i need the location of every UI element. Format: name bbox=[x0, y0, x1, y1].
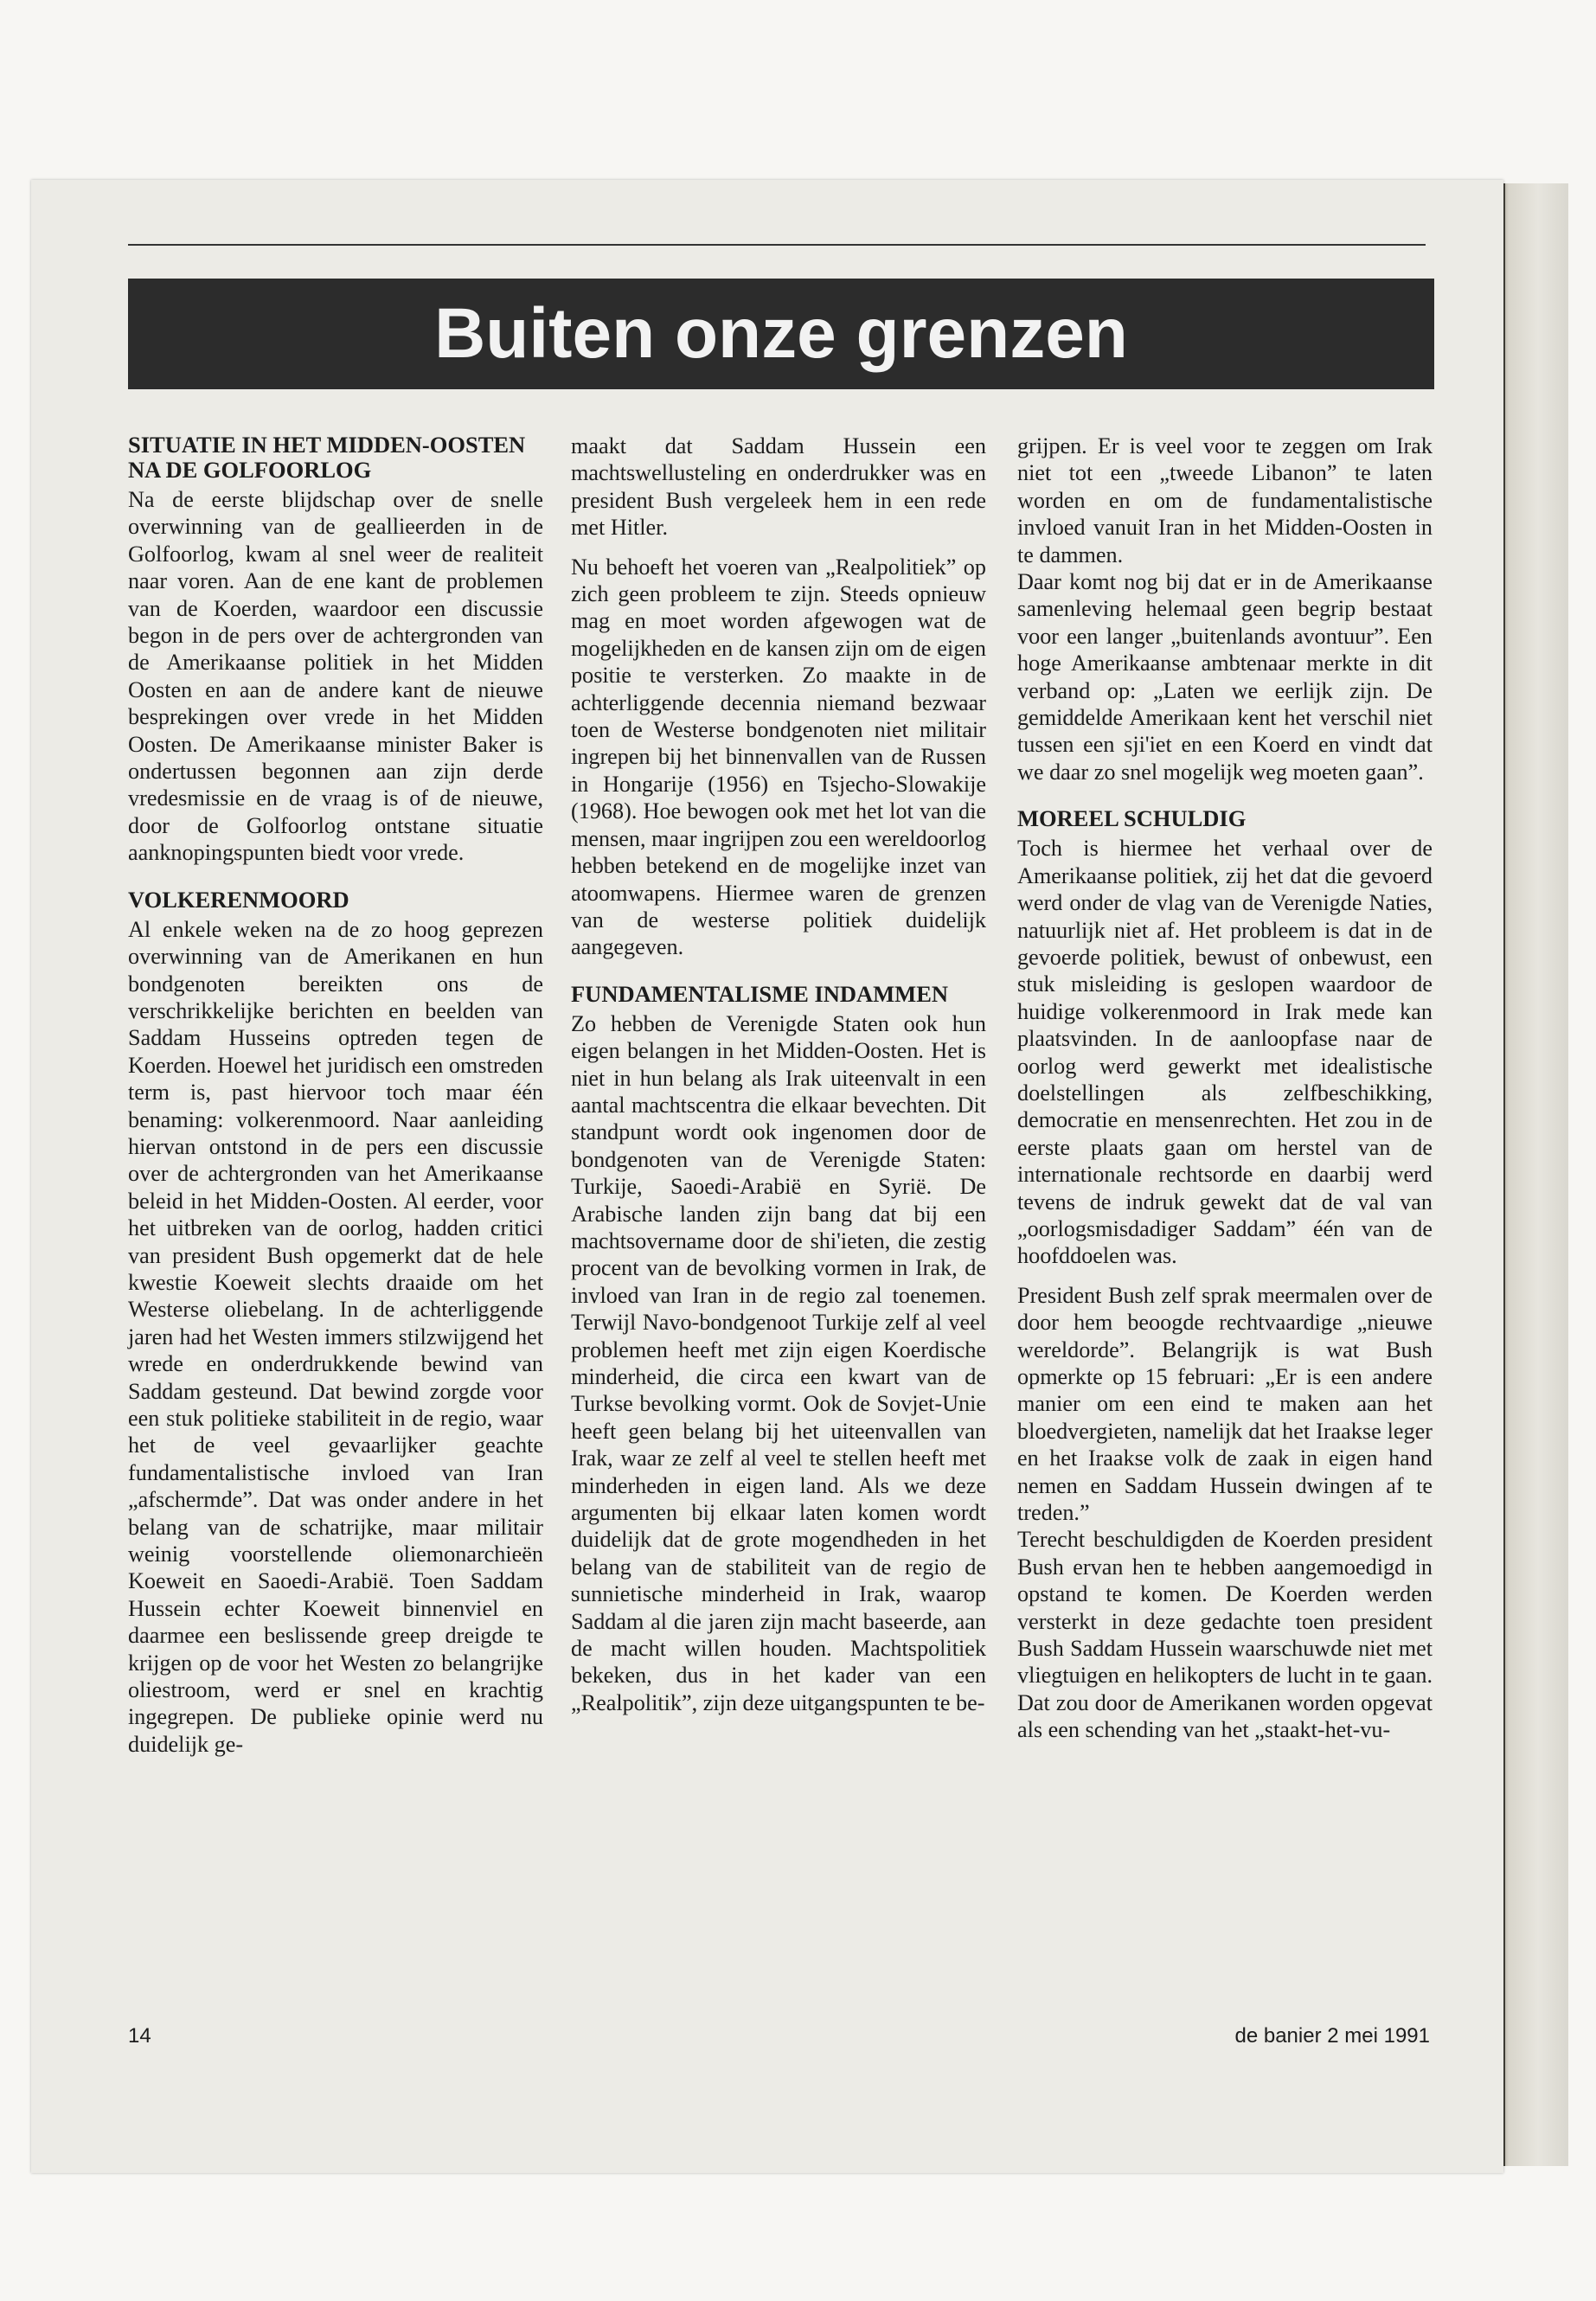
publication-line: de banier 2 mei 1991 bbox=[1234, 2024, 1430, 2048]
paragraph: President Bush zelf sprak meermalen over de door hem beoogde rechtvaardige „nieuwe wereldorde”. Belangrijk is wat Bush opmerkte op 15 februari: „Er is een andere manier om een eind te maken aan het bloedvergieten, namelijk dat het Iraakse leger en het Iraakse volk de zaak in eigen hand nemen en Saddam Hussein dwingen af te treden.” bbox=[1017, 1282, 1433, 1526]
paragraph: Daar komt nog bij dat er in de Amerikaanse samenleving helemaal geen begrip bestaat voor een langer „buitenlands avontuur”. Een hoge Amerikaanse ambtenaar merkte in dit verband op: „Laten we eerlijk zijn. De gemiddelde Amerikaan kent het verschil niet tussen een sji'iet en een Koerd en vindt dat we daar zo snel mogelijk weg moeten gaan”. bbox=[1017, 569, 1433, 785]
page-edge bbox=[1503, 183, 1568, 2166]
paragraph: grijpen. Er is veel voor te zeggen om Irak niet tot een „tweede Libanon” te laten worden en om de fundamentalistische invloed vanuit Iran in het Midden-Oosten in te dammen. bbox=[1017, 433, 1433, 567]
heading-fundamentalisme: FUNDAMENTALISME INDAMMEN bbox=[571, 980, 949, 1007]
column-3 bbox=[1017, 433, 1433, 1756]
section-banner bbox=[128, 279, 1434, 389]
paragraph: Al enkele weken na de zo hoog geprezen overwinning van de Amerikanen en hun bondgenoten bereikten ons de verschrikkelijke berichten en beelden van Saddam Husseins optreden tegen de Koerden. Hoewel het juridisch een omstreden term is, past hiervoor toch maar één benaming: volkerenmoord. Naar aanleiding hiervan ontstond in de pers een discussie over de achtergronden van het Amerikaanse beleid in het Midden-Oosten. Al eerder, voor het uitbreken van de oorlog, hadden critici van president Bush opgemerkt dat de hele kwestie Koeweit slechts draaide om het Westerse oliebelang. In de achterliggende jaren had het Westen immers stilzwijgend het wrede en onderdrukkende bewind van Saddam gesteund. Dat bewind zorgde voor een stuk politieke stabiliteit in de regio, waar het de veel gevaarlijker geachte fundamentalistische invloed van Iran „afschermde”. Dat was onder andere in het belang van de schatrijke, maar militair weinig voorstellende oliemonarchieën Koeweit en Saoedi-Arabië. Toen Saddam Hussein echter Koeweit binnenviel en daarmee een beslissende greep dreigde te krijgen op de voor het Westen zo belangrijke oliestroom, werd er snel en krachtig ingegrepen. De publieke opinie werd nu duidelijk ge- bbox=[128, 916, 543, 1757]
paragraph: maakt dat Saddam Hussein een machtswellusteling en onderdrukker was en president Bush vergeleek hem in een rede met Hitler. bbox=[571, 433, 986, 541]
paragraph: Zo hebben de Verenigde Staten ook hun eigen belangen in het Midden-Oosten. Het is niet in hun belang als Irak uiteenvalt in een aantal machtscentra die elkaar bevechten. Dit standpunt wordt ook ingenomen door de bondgenoten van de Verenigde Staten: Turkije, Saoedi-Arabië en Syrië. De Arabische landen zijn bang dat bij een machtsovername door de shi'ieten, die zestig procent van de bevolking vormen in Irak, de invloed van Iran in de regio zal toenemen. Terwijl Navo-bondgenoot Turkije zelf al veel problemen heeft met zijn eigen Koerdische minderheid, die circa een kwart van de Turkse bevolking vormt. Ook de Sovjet-Unie heeft geen belang bij het uiteenvallen van Irak, waar ze zelf al veel te stellen heeft met minderheden in eigen land. Als we deze argumenten bij elkaar laten komen wordt duidelijk dat de grote mogendheden in het belang van de stabiliteit van de regio de sunnietische minderheid in Irak, waarop Saddam al die jaren zijn macht baseerde, aan de macht willen houden. Machtspolitiek bekeken, dus in het kader van een „Realpolitik”, zijn deze uitgangspunten te be- bbox=[571, 1010, 986, 1715]
column-2 bbox=[571, 433, 986, 1728]
paragraph: Terecht beschuldigden de Koerden president Bush ervan hen te hebben aangemoedigd in opstand te komen. De Koerden werden versterkt in deze gedachte toen president Bush Saddam Hussein waarschuwde niet met vliegtuigen en helikopters de lucht in te gaan. Dat zou door de Amerikanen worden opgevat als een schending van het „staakt-het-vu- bbox=[1017, 1527, 1433, 1743]
paragraph: Na de eerste blijdschap over de snelle overwinning van de geallieerden in de Golfoorlog, kwam al snel weer de realiteit naar voren. Aan de ene kant de problemen van de Koerden, waardoor een discussie begon in de pers over de achtergronden van de Amerikaanse politiek in het Midden Oosten en aan de andere kant de nieuwe besprekingen over vrede in het Midden Oosten. De Amerikaanse minister Baker is ondertussen begonnen aan zijn derde vredesmissie en de vraag is of de nieuwe, door de Golfoorlog ontstane situatie aanknopingspunten biedt voor vrede. bbox=[128, 487, 543, 866]
section-title: Buiten onze grenzen bbox=[434, 294, 1128, 373]
paragraph: Toch is hiermee het verhaal over de Amerikaanse politiek, zij het dat die gevoerd werd onder de vlag van de Verenigde Naties, natuurlijk niet af. Het probleem is dat in de gevoerde politiek, bewust of onbewust, een stuk misleiding is geslopen waardoor de huidige volkerenmoord in Irak mede kan plaatsvinden. In de aanloopfase naar de oorlog werd gewerkt met idealistische doelstellingen als zelfbeschikking, democratie en mensenrechten. Het zou in de eerste plaats gaan om herstel van de internationale rechtsorde en daarbij werd tevens de indruk gewekt dat de val van „oorlogsmisdadiger Saddam” één van de hoofddoelen was. bbox=[1017, 836, 1433, 1269]
heading-volkerenmoord: VOLKERENMOORD bbox=[128, 886, 349, 913]
top-rule bbox=[128, 244, 1426, 246]
heading-situatie: SITUATIE IN HET MIDDEN-OOSTEN NA DE GOLFOORLOG bbox=[128, 432, 526, 483]
paragraph: Nu behoeft het voeren van „Realpolitiek” op zich geen probleem te zijn. Steeds opnieuw mag en moet worden afgewogen wat de mogelijkheden en de kansen zijn om de eigen positie te versterken. Zo maakte in de achterliggende decennia niemand bezwaar toen de Westerse bondgenoten niet militair ingrepen bij het binnenvallen van de Russen in Hongarije (1956) en Tsjecho-Slowakije (1968). Hoe bewogen ook met het lot van die mensen, maar ingrijpen zou een wereldoorlog hebben betekend en de mogelijke inzet van atoomwapens. Hiermee waren de grenzen van de westerse politiek duidelijk aangegeven. bbox=[571, 554, 986, 960]
page-number: 14 bbox=[128, 2024, 151, 2048]
heading-moreel-schuldig: MOREEL SCHULDIG bbox=[1017, 805, 1247, 832]
column-1 bbox=[128, 433, 543, 1770]
